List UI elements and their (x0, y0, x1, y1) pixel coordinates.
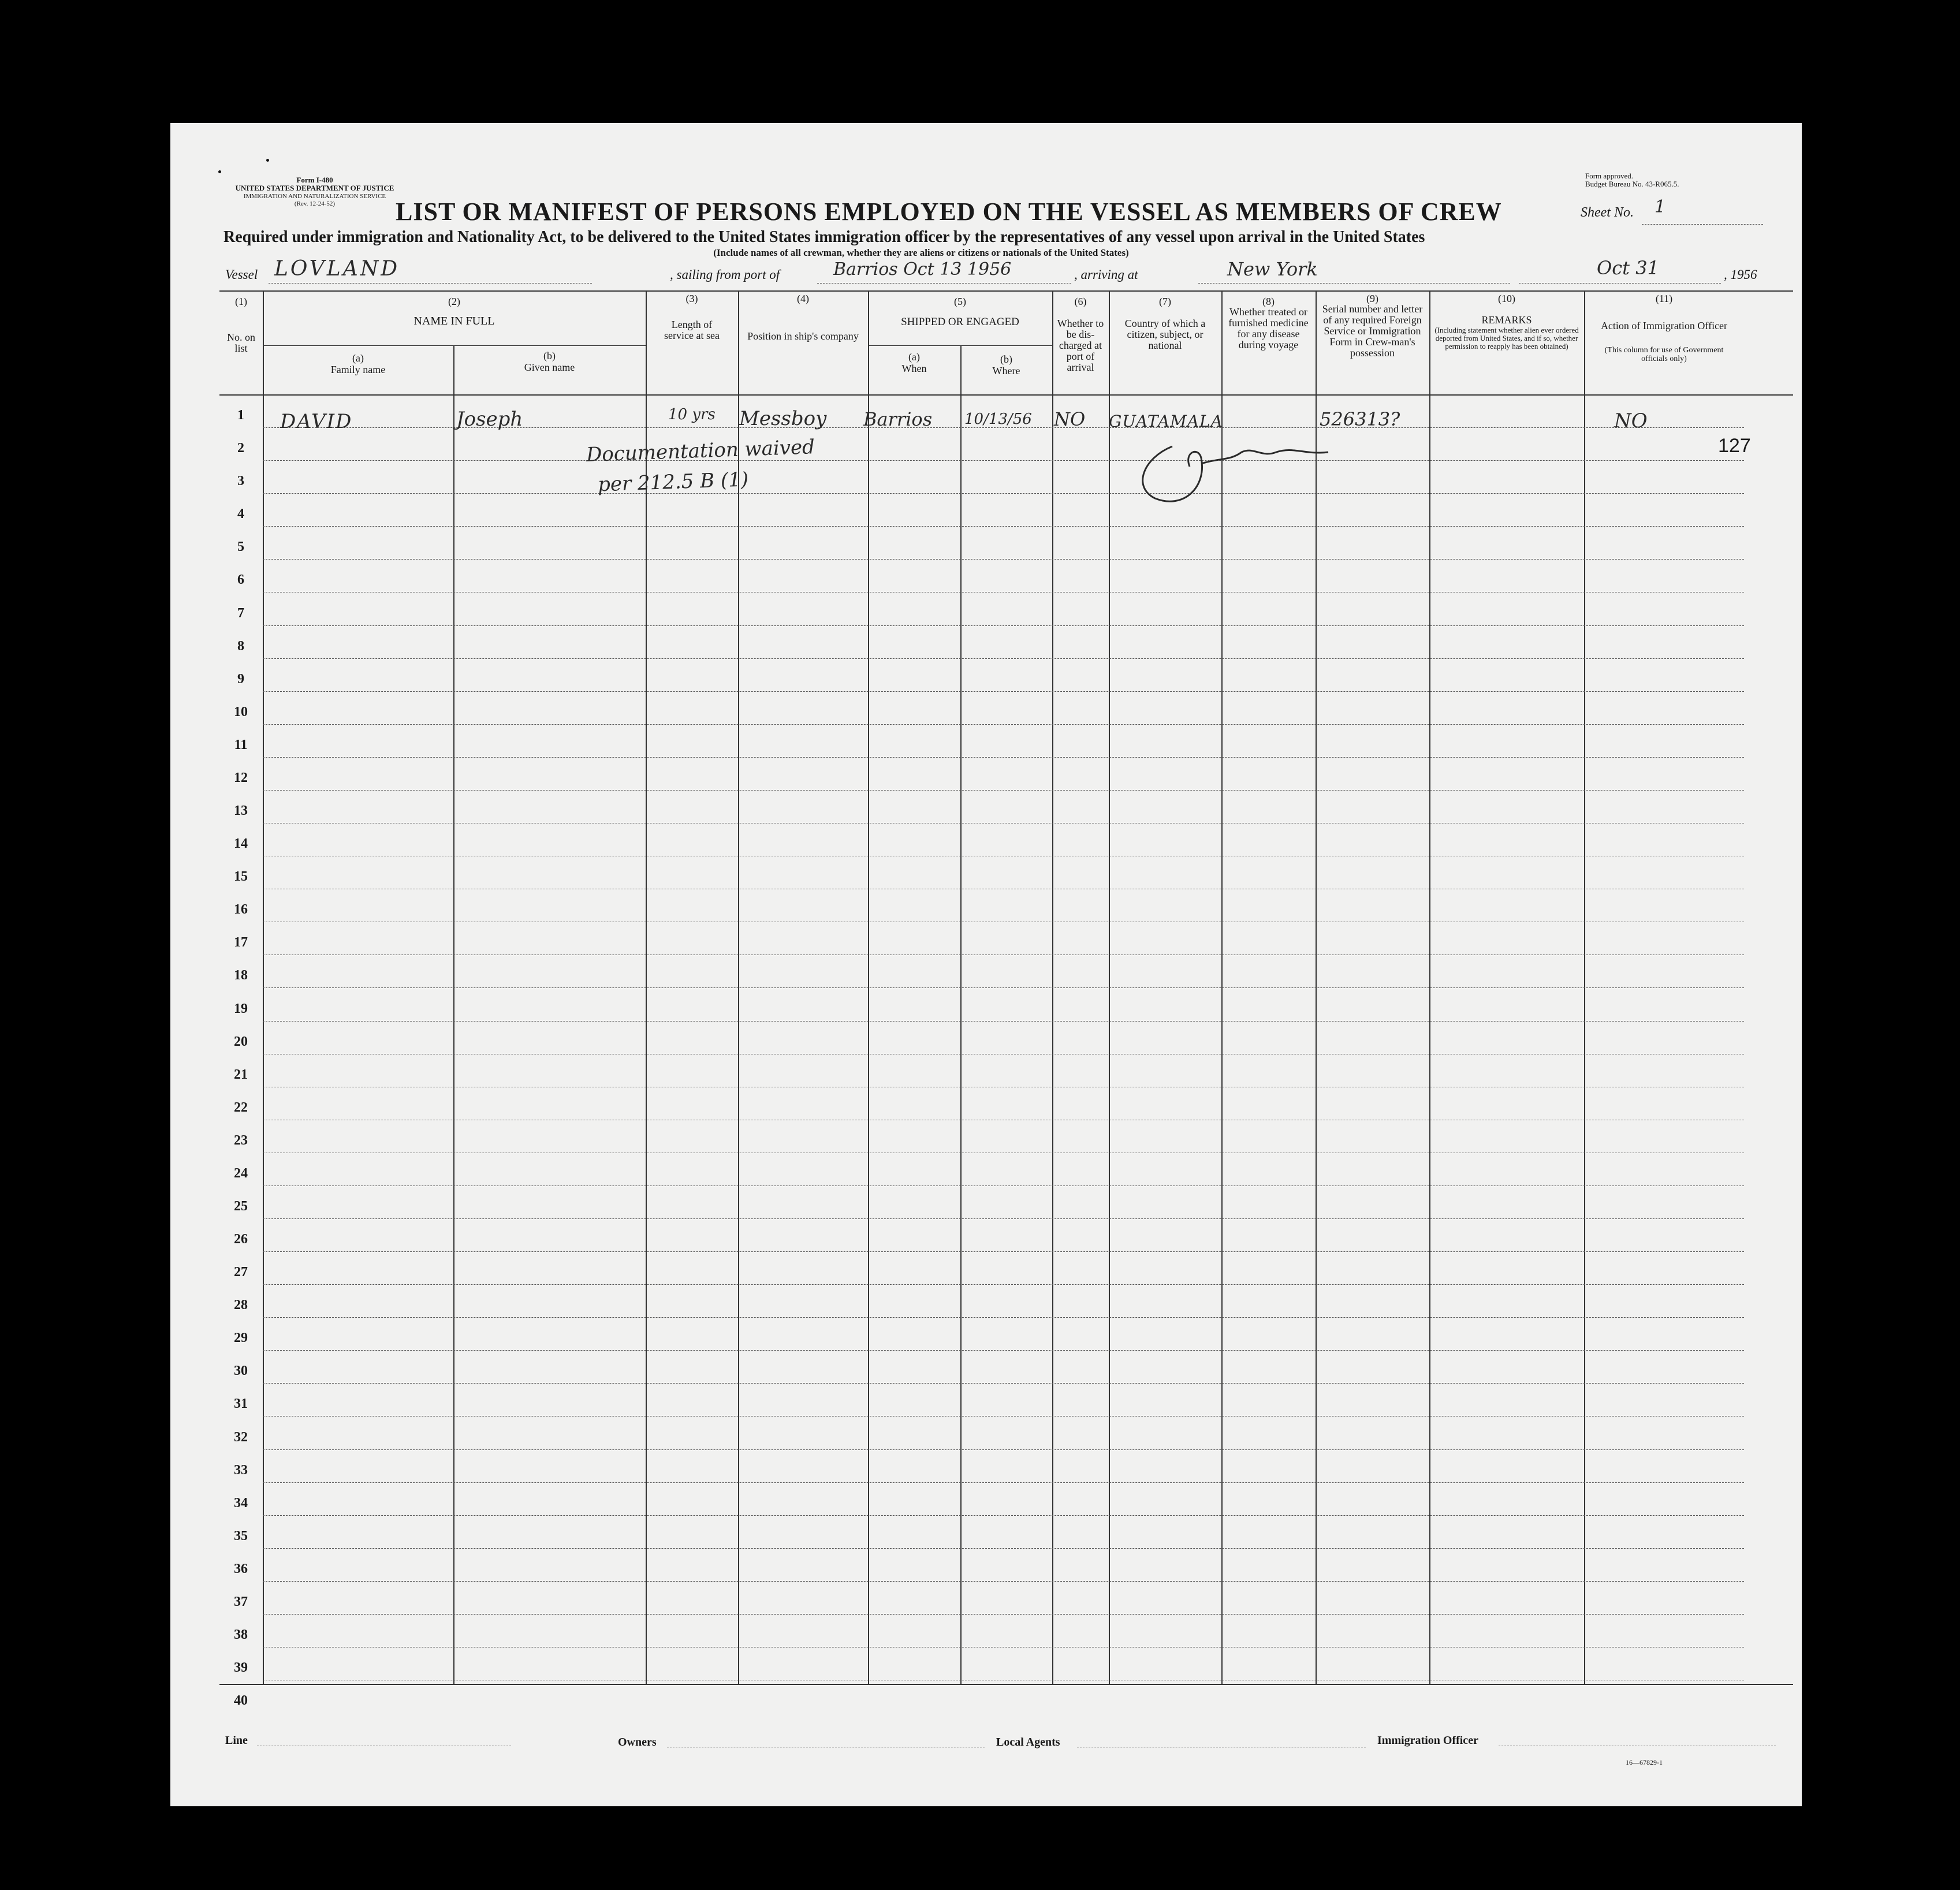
col6-number: (6) (1074, 296, 1087, 307)
sheet-number: 1 (1655, 197, 1666, 217)
row-number: 29 (234, 1330, 248, 1346)
col7-number: (7) (1159, 296, 1171, 307)
col11-header: Action of Immigration Officer (1600, 320, 1728, 331)
row-number: 14 (234, 836, 248, 852)
row-number: 28 (234, 1298, 248, 1313)
sheet-label: Sheet No. (1581, 205, 1634, 220)
entry-shipped-when: 10/13/56 (964, 411, 1032, 428)
col9-number: (9) (1366, 293, 1378, 304)
col11-number: (11) (1655, 293, 1673, 304)
entry-discharged: NO (1054, 408, 1086, 430)
col5-header: SHIPPED OR ENGAGED (901, 316, 1019, 328)
row-number: 8 (237, 638, 244, 654)
row-number: 1 (237, 408, 244, 423)
year-label: , 1956 (1724, 267, 1757, 282)
row-number: 15 (234, 869, 248, 885)
row-number: 21 (234, 1067, 248, 1082)
manifest-sheet (170, 123, 1802, 1806)
row-number: 32 (234, 1429, 248, 1445)
form-subtitle: Required under immigration and Nationality Act, to be delivered to the United States immigration officer by the representatives of any vessel upon arrival in the United States (223, 228, 1425, 246)
col4-header: Position in ship's company (747, 330, 859, 342)
row-rule (263, 1383, 1744, 1384)
entry-action: NO (1614, 409, 1648, 433)
row-rule (263, 1614, 1744, 1615)
row-number: 19 (234, 1001, 248, 1016)
shipped-subheader-line (868, 345, 1052, 346)
col1-number: (1) (235, 296, 247, 307)
sailing-label: , sailing from port of (670, 267, 780, 282)
row-number: 16 (234, 902, 248, 918)
col2a-letter: (a) (352, 352, 364, 364)
sheet-underline (1642, 224, 1763, 225)
entry-serial-number: 526313? (1320, 408, 1400, 430)
row-rule (263, 559, 1744, 560)
service: IMMIGRATION AND NATURALIZATION SERVICE (243, 193, 386, 200)
row-number: 33 (234, 1462, 248, 1478)
row-number: 36 (234, 1561, 248, 1576)
row-number: 10 (234, 704, 248, 720)
row-number: 24 (234, 1165, 248, 1181)
entry-country: GUATAMALA (1109, 412, 1223, 431)
footer-agents-label: Local Agents (996, 1736, 1060, 1749)
col2-header: NAME IN FULL (413, 315, 495, 327)
row-rule (263, 1548, 1744, 1549)
vessel-underline (269, 283, 592, 284)
row-number: 6 (237, 572, 244, 588)
row-number: 12 (234, 770, 248, 785)
col-divider (453, 345, 454, 1684)
row-rule (263, 1482, 1744, 1483)
row-number: 22 (234, 1099, 248, 1115)
col2b-header: Given name (524, 361, 575, 373)
row-number: 3 (237, 474, 244, 489)
row-number: 26 (234, 1232, 248, 1247)
row-rule (263, 526, 1744, 527)
row-number: 40 (234, 1693, 248, 1709)
footer-owners-label: Owners (618, 1736, 657, 1749)
officer-signature (1120, 435, 1363, 516)
col2a-header: Family name (330, 364, 386, 375)
row-number: 18 (234, 968, 248, 983)
col7-header: Country of which a citizen, subject, or national (1124, 318, 1206, 351)
row-number: 9 (237, 671, 244, 687)
row-number: 11 (234, 737, 248, 752)
row-rule (263, 1515, 1744, 1516)
revision: (Rev. 12-24-52) (294, 200, 336, 207)
row-number: 13 (234, 803, 248, 819)
sailing-underline (817, 283, 1071, 284)
row-number: 27 (234, 1265, 248, 1280)
row-number: 25 (234, 1199, 248, 1214)
page-number: 127 (1718, 435, 1751, 457)
row-number: 5 (237, 539, 244, 555)
col8-number: (8) (1262, 296, 1275, 307)
row-rule (263, 1317, 1744, 1318)
row-number: 2 (237, 441, 244, 456)
row-number: 38 (234, 1627, 248, 1643)
approved-line-1: Form approved. (1585, 172, 1634, 180)
table-top-border (219, 290, 1793, 292)
date-underline (1519, 283, 1721, 284)
row-number: 17 (234, 935, 248, 950)
annotation-line-1: Documentation waived (586, 435, 815, 467)
row-number: 31 (234, 1396, 248, 1412)
footer-line-label: Line (225, 1734, 248, 1747)
entry-position: Messboy (739, 407, 827, 430)
row-rule (263, 1284, 1744, 1285)
row-number: 20 (234, 1034, 248, 1049)
col2-number: (2) (448, 296, 460, 307)
row-rule (263, 987, 1744, 988)
row-number: 35 (234, 1528, 248, 1544)
arriving-port: New York (1227, 258, 1318, 280)
row-rule (263, 1581, 1744, 1582)
row-rule (263, 757, 1744, 758)
stray-mark (266, 159, 269, 162)
col5a-header: When (901, 363, 927, 374)
col9-header: Serial number and letter of any required Foreign Service or Immigration Form in Crew-man's possession (1322, 303, 1423, 359)
header-bottom-border (219, 394, 1793, 396)
row-number: 30 (234, 1363, 248, 1379)
arrival-date: Oct 31 (1597, 257, 1659, 279)
row-rule (263, 658, 1744, 659)
row-rule (263, 1021, 1744, 1022)
vessel-name: LOVLAND (274, 257, 400, 281)
form-title: LIST OR MANIFEST OF PERSONS EMPLOYED ON THE VESSEL AS MEMBERS OF CREW (396, 197, 1502, 226)
row-rule (263, 1449, 1744, 1450)
row-rule (263, 691, 1744, 692)
arriving-underline (1198, 283, 1510, 284)
col10-header: REMARKS (1481, 314, 1532, 326)
entry-length-of-service: 10 yrs (668, 406, 716, 423)
department: UNITED STATES DEPARTMENT OF JUSTICE (235, 184, 394, 192)
row-number: 37 (234, 1594, 248, 1609)
row-number: 7 (237, 605, 244, 621)
annotation-line-2: per 212.5 B (1) (597, 468, 749, 497)
col2b-letter: (b) (543, 350, 556, 361)
footer-officer-label: Immigration Officer (1377, 1734, 1478, 1747)
col8-header: Whether treated or furnished medicine for any disease during voyage (1228, 306, 1309, 351)
row-rule (263, 460, 1744, 461)
col1-header: No. on list (227, 331, 255, 354)
vessel-label: Vessel (225, 267, 258, 282)
sailing-port: Barrios Oct 13 1956 (833, 259, 1012, 279)
col5b-letter: (b) (1000, 353, 1012, 365)
row-rule (263, 724, 1744, 725)
print-code: 16—67829-1 (1626, 1758, 1663, 1766)
arriving-label: , arriving at (1074, 267, 1138, 282)
entry-family-name: DAVID (280, 410, 353, 433)
col3-number: (3) (685, 293, 698, 304)
form-number: Form I-480 (296, 176, 333, 184)
row-number: 23 (234, 1132, 248, 1148)
row-rule (263, 1218, 1744, 1219)
name-subheader-line (263, 345, 646, 346)
entry-shipped-where: Barrios (863, 408, 933, 430)
table-bottom-border (219, 1684, 1793, 1685)
row-number: 34 (234, 1495, 248, 1511)
col6-header: Whether to be dis-charged at port of arrival (1057, 318, 1104, 373)
col5b-header: Where (992, 365, 1020, 376)
col-divider (960, 345, 962, 1684)
col4-number: (4) (797, 293, 809, 304)
row-rule (263, 493, 1744, 494)
row-rule (263, 1350, 1744, 1351)
row-number: 39 (234, 1660, 248, 1676)
row-rule (263, 790, 1744, 791)
entry-given-name: Joseph (456, 408, 523, 431)
row-number: 4 (237, 506, 244, 522)
row-rule (263, 625, 1744, 626)
include-note: (Include names of all crewman, whether they are aliens or citizens or nationals of the United States) (713, 247, 1129, 258)
col10-number: (10) (1498, 293, 1515, 304)
col5-number: (5) (954, 296, 966, 307)
col5a-letter: (a) (908, 351, 920, 363)
stray-mark (218, 170, 221, 173)
approved-line-2: Budget Bureau No. 43-R065.5. (1585, 180, 1679, 188)
col10-note: (Including statement whether alien ever ordered deported from United States, and if so, whether permission to reapply has been obtained) (1434, 326, 1579, 351)
col3-header: Length of service at sea (664, 319, 720, 341)
col11-note: (This column for use of Government officials only) (1604, 346, 1724, 363)
row-rule (263, 1251, 1744, 1252)
